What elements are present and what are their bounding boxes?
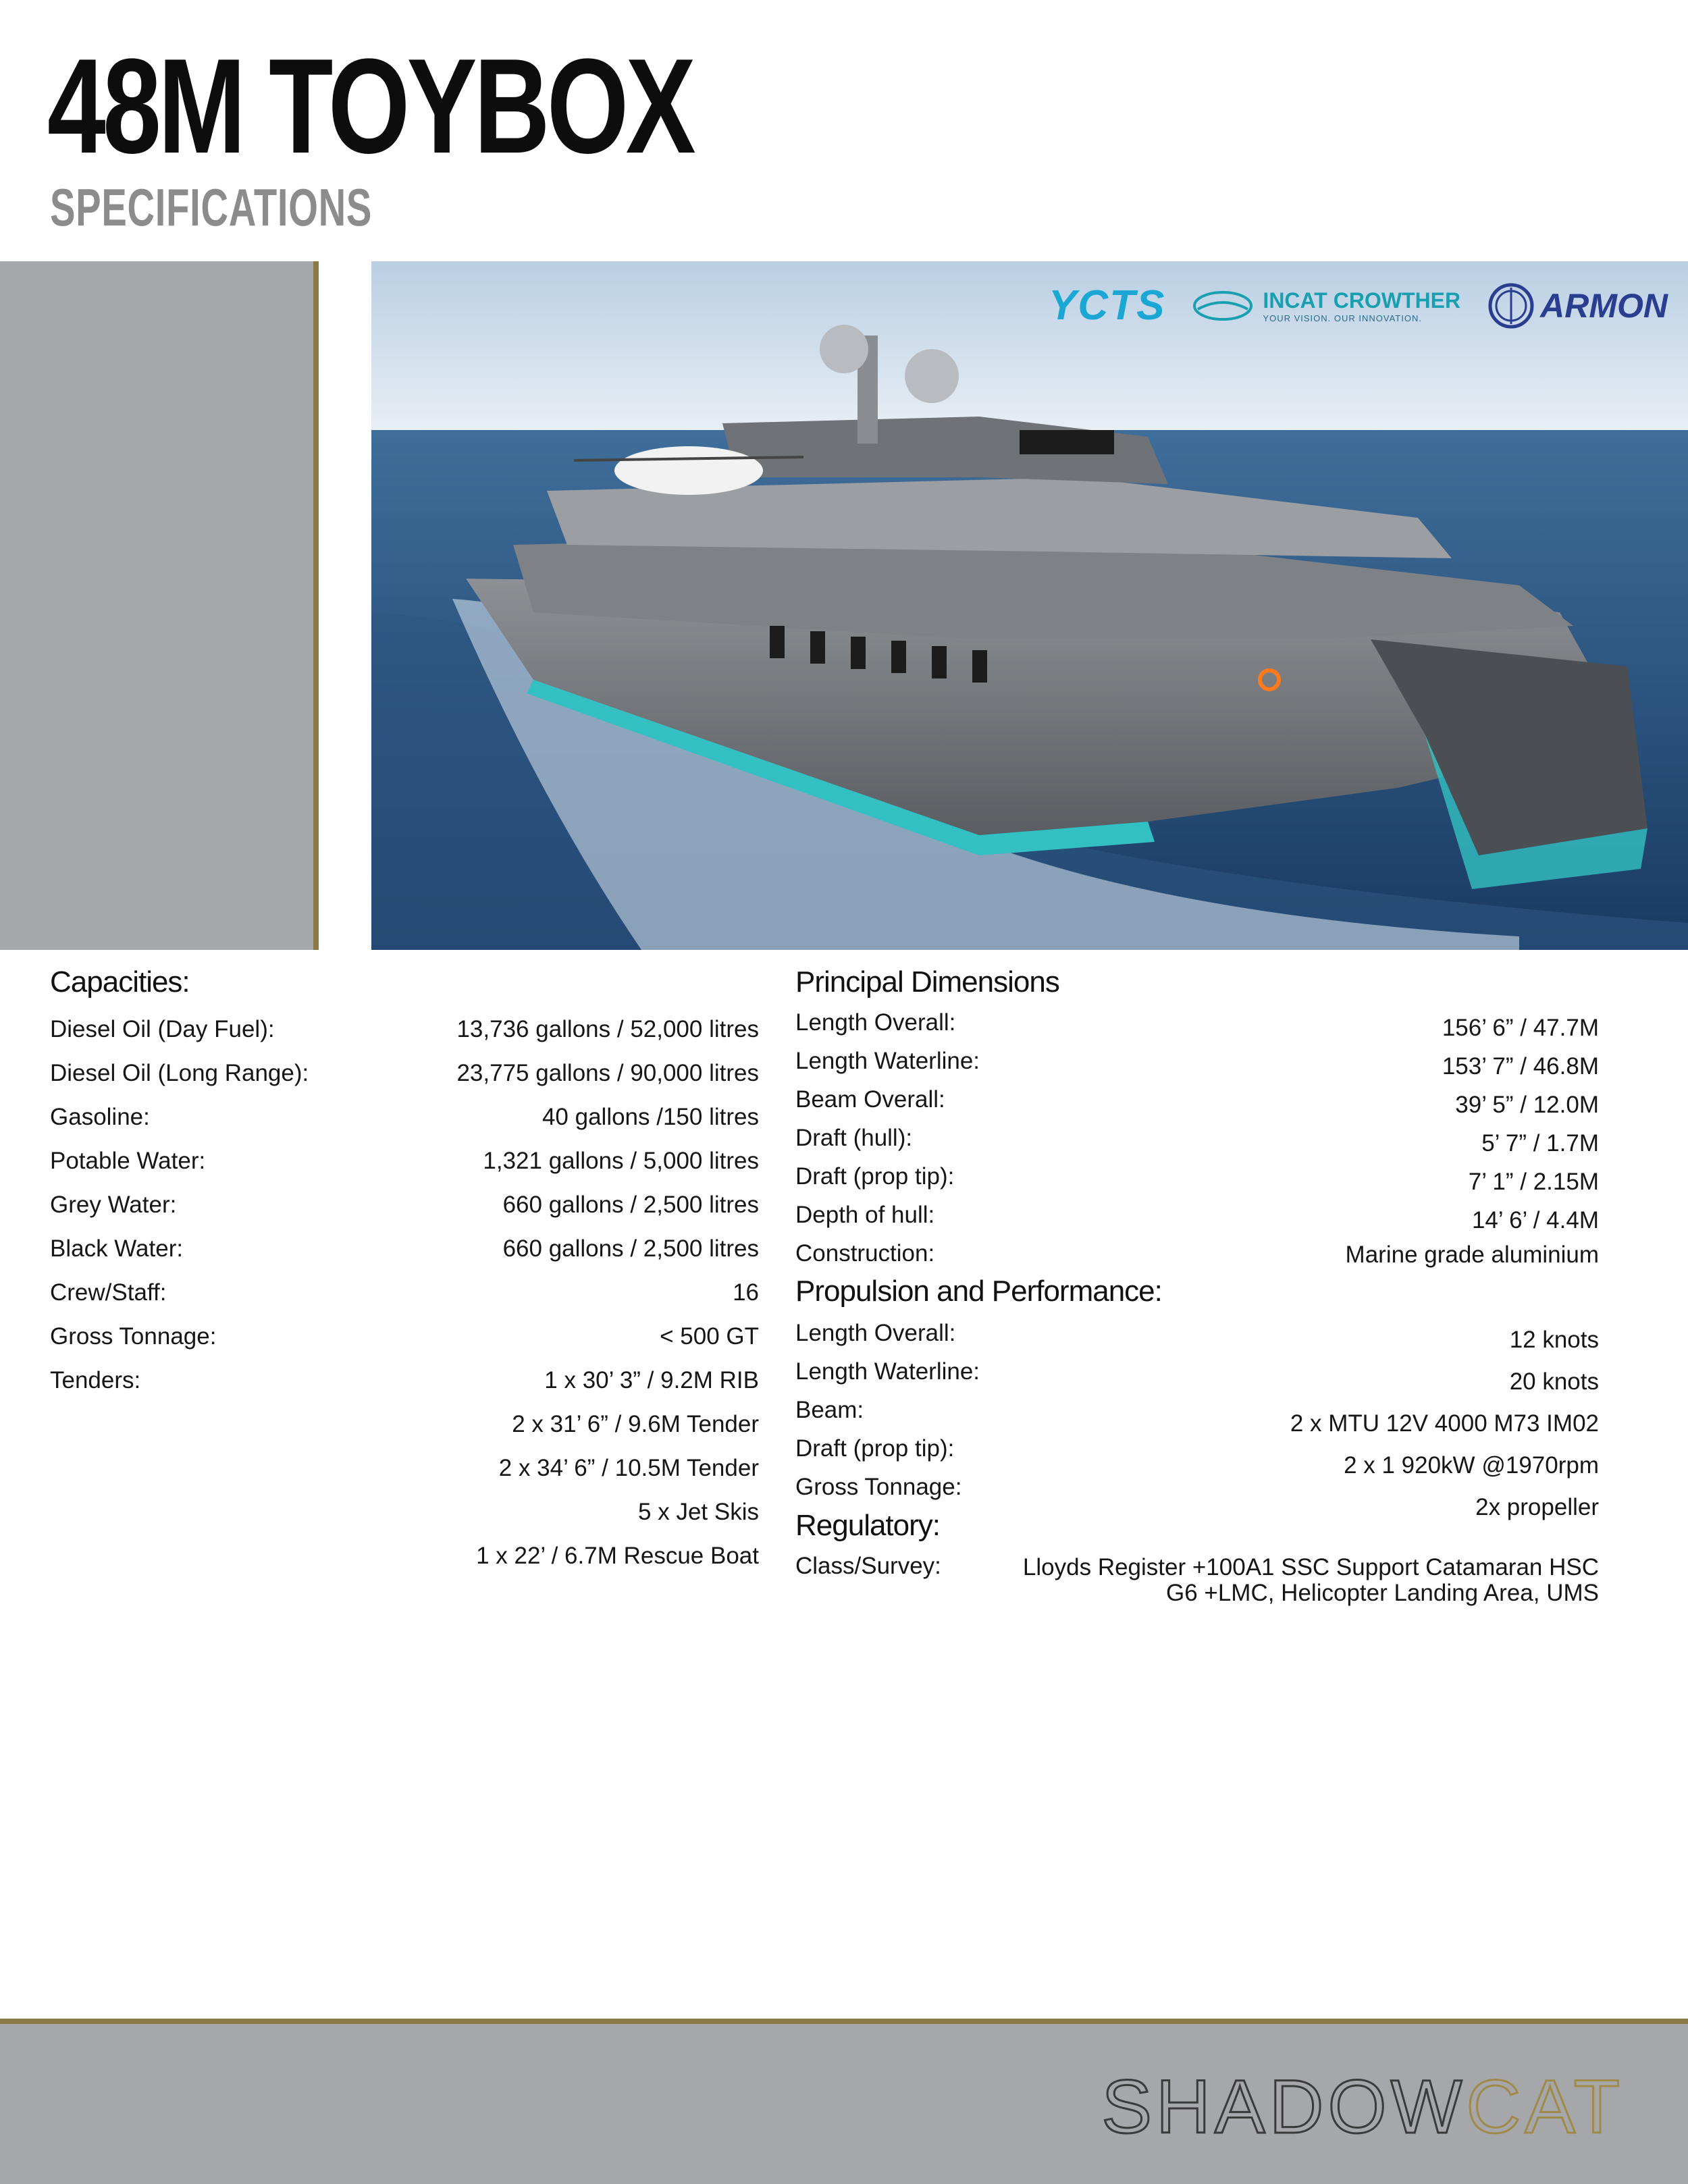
tender-item: 2 x 34’ 6” / 10.5M Tender bbox=[498, 1455, 759, 1481]
capacity-label: Diesel Oil (Day Fuel): bbox=[50, 1016, 275, 1042]
capacity-label: Grey Water: bbox=[50, 1192, 177, 1218]
dimensions-column bbox=[795, 965, 1599, 1607]
armon-emblem-icon bbox=[1487, 282, 1535, 329]
regulatory-title: Regulatory: bbox=[795, 1509, 941, 1542]
propulsion-label: Length Overall: bbox=[795, 1320, 956, 1346]
incat-name: INCAT CROWTHER bbox=[1263, 288, 1461, 313]
dimension-value: 153’ 7” / 46.8M bbox=[1442, 1053, 1599, 1080]
propulsion-value: 2 x 1 920kW @1970rpm bbox=[1344, 1452, 1599, 1479]
tender-item: 1 x 22’ / 6.7M Rescue Boat bbox=[476, 1543, 759, 1569]
propulsion-title: Propulsion and Performance: bbox=[795, 1275, 1162, 1308]
left-grey-panel bbox=[0, 261, 313, 950]
yacht-render bbox=[371, 261, 1688, 950]
partner-logos bbox=[1049, 282, 1668, 329]
dimension-value: 7’ 1” / 2.15M bbox=[1468, 1169, 1599, 1195]
tender-item: 5 x Jet Skis bbox=[638, 1499, 759, 1525]
dimension-label: Depth of hull: bbox=[795, 1202, 935, 1228]
capacity-label: Gross Tonnage: bbox=[50, 1323, 217, 1350]
capacity-value: 1,321 gallons / 5,000 litres bbox=[483, 1148, 759, 1174]
page-subtitle: SPECIFICATIONS bbox=[50, 178, 373, 237]
capacities-section bbox=[50, 965, 759, 1573]
capacity-label: Crew/Staff: bbox=[50, 1279, 167, 1306]
propulsion-value: 12 knots bbox=[1509, 1327, 1599, 1353]
left-gold-rule bbox=[313, 261, 319, 950]
dimension-value: 39’ 5” / 12.0M bbox=[1455, 1092, 1599, 1118]
footer-gold-rule bbox=[0, 2019, 1688, 2024]
propulsion-label: Length Waterline: bbox=[795, 1358, 980, 1385]
page-title: 48M TOYBOX bbox=[47, 31, 693, 182]
propulsion-label: Draft (prop tip): bbox=[795, 1435, 955, 1462]
hero-image bbox=[371, 261, 1688, 950]
capacity-value: 40 gallons /150 litres bbox=[542, 1104, 759, 1130]
propulsion-label: Beam: bbox=[795, 1397, 864, 1423]
armon-logo bbox=[1487, 282, 1668, 329]
capacity-value: 23,775 gallons / 90,000 litres bbox=[456, 1060, 759, 1086]
dimension-value: 156’ 6” / 47.7M bbox=[1442, 1015, 1599, 1041]
capacity-label: Tenders: bbox=[50, 1367, 141, 1393]
capacity-label: Potable Water: bbox=[50, 1148, 206, 1174]
incat-tagline: YOUR VISION. OUR INNOVATION. bbox=[1263, 313, 1422, 323]
dimension-value: 5’ 7” / 1.7M bbox=[1481, 1130, 1599, 1156]
propulsion-value: 2 x MTU 12V 4000 M73 IM02 bbox=[1290, 1410, 1599, 1437]
dimension-value: 14’ 6’ / 4.4M bbox=[1471, 1207, 1599, 1233]
capacity-value: 1 x 30’ 3” / 9.2M RIB bbox=[544, 1367, 759, 1393]
dimension-label: Beam Overall: bbox=[795, 1086, 945, 1113]
propulsion-label: Gross Tonnage: bbox=[795, 1474, 962, 1500]
capacity-value: < 500 GT bbox=[660, 1323, 759, 1350]
regulatory-value-line1: Lloyds Register +100A1 SSC Support Catamaran HSC bbox=[1022, 1554, 1599, 1580]
brand-shadow-text: SHADOW bbox=[1101, 2065, 1467, 2149]
incat-wave-icon bbox=[1192, 289, 1253, 323]
capacity-value: 16 bbox=[733, 1279, 759, 1306]
shadowcat-logo bbox=[1101, 2063, 1624, 2150]
dimension-label: Draft (hull): bbox=[795, 1125, 913, 1151]
capacity-value: 660 gallons / 2,500 litres bbox=[502, 1235, 759, 1262]
brand-cat-text: CAT bbox=[1466, 2065, 1624, 2149]
capacity-label: Black Water: bbox=[50, 1235, 184, 1262]
dimension-label: Draft (prop tip): bbox=[795, 1163, 955, 1190]
capacity-value: 13,736 gallons / 52,000 litres bbox=[456, 1016, 759, 1042]
propulsion-value: 2x propeller bbox=[1475, 1494, 1599, 1520]
regulatory-value-line2: G6 +LMC, Helicopter Landing Area, UMS bbox=[1165, 1580, 1599, 1606]
dimension-label: Construction: bbox=[795, 1240, 935, 1267]
dimension-value: Marine grade aluminium bbox=[1345, 1242, 1599, 1268]
capacity-label: Diesel Oil (Long Range): bbox=[50, 1060, 309, 1086]
incat-crowther-logo bbox=[1192, 288, 1460, 323]
ycts-logo: YCTS bbox=[1049, 282, 1166, 329]
tender-item: 2 x 31’ 6” / 9.6M Tender bbox=[512, 1411, 759, 1437]
dimension-label: Length Waterline: bbox=[795, 1048, 980, 1074]
principal-dimensions-title: Principal Dimensions bbox=[795, 965, 1059, 998]
propulsion-value: 20 knots bbox=[1509, 1368, 1599, 1395]
armon-name: ARMON bbox=[1540, 286, 1668, 325]
capacity-value: 660 gallons / 2,500 litres bbox=[502, 1192, 759, 1218]
capacity-label: Gasoline: bbox=[50, 1104, 150, 1130]
footer-bar bbox=[0, 2024, 1688, 2184]
dimension-label: Length Overall: bbox=[795, 1009, 956, 1036]
capacities-title: Capacities: bbox=[50, 965, 190, 998]
regulatory-label: Class/Survey: bbox=[795, 1553, 941, 1579]
